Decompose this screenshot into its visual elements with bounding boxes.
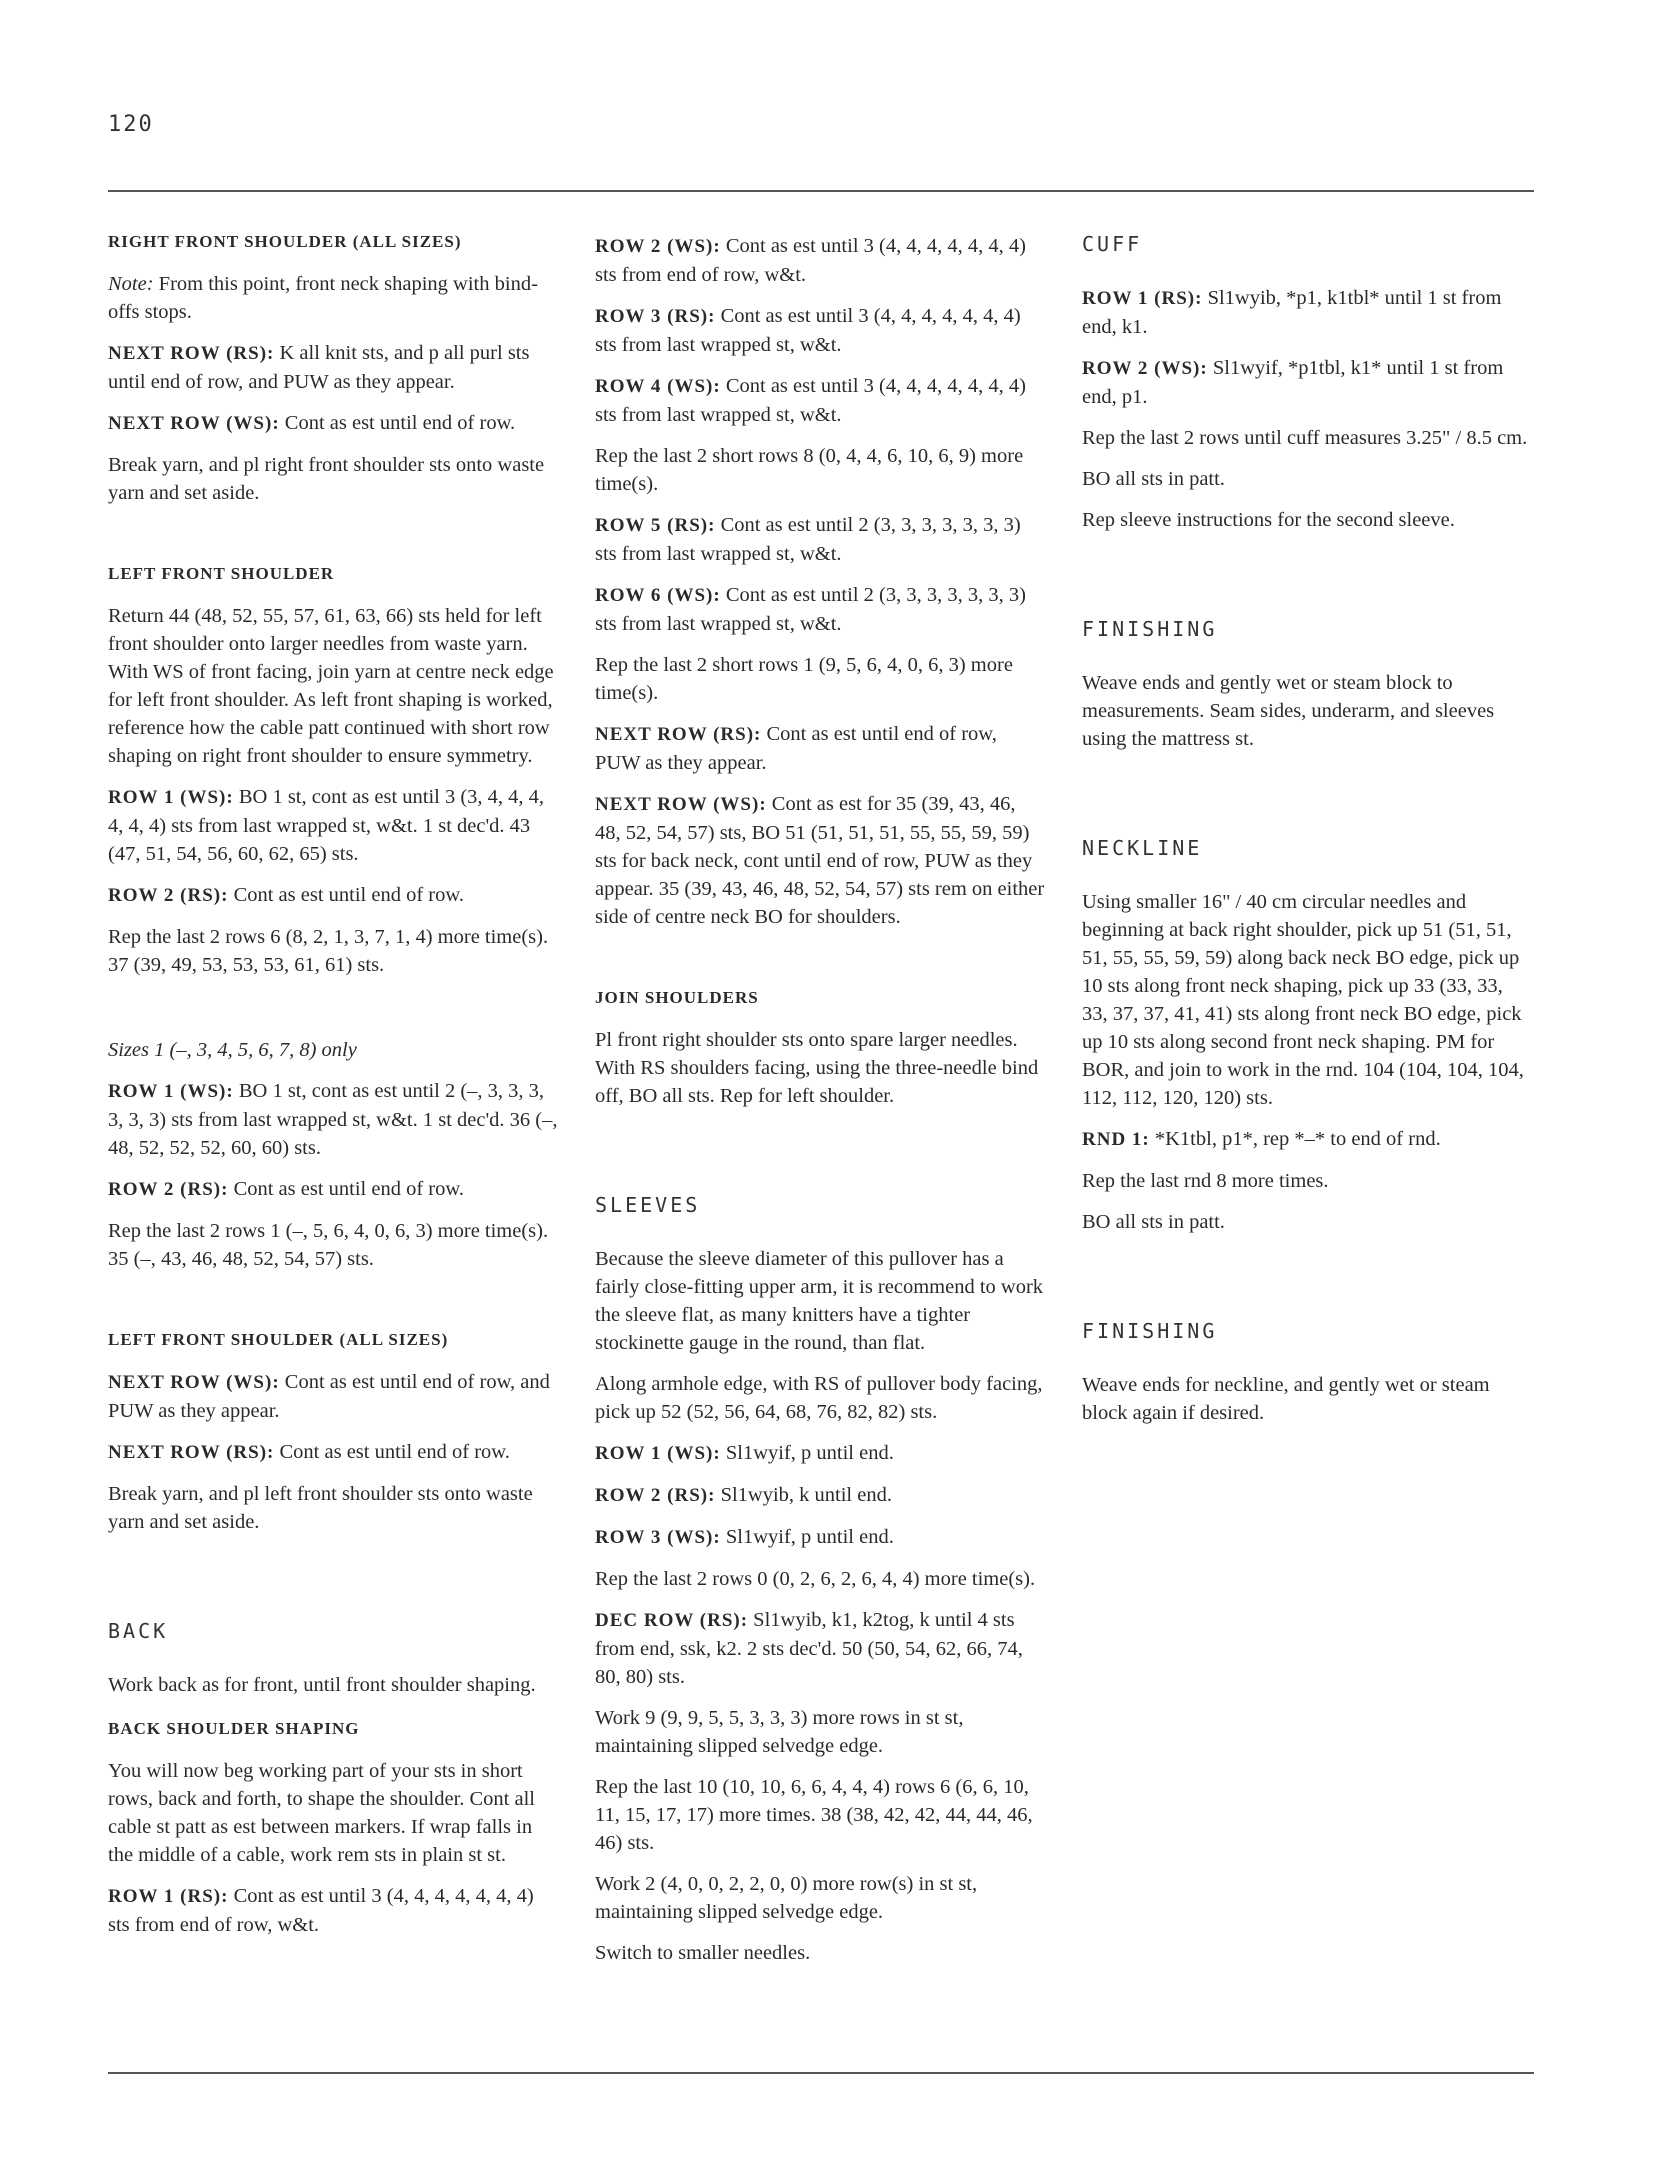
paragraph: RND 1: *K1tbl, p1*, rep *–* to end of rnd. [1082,1128,1441,1150]
heading-left-front-shoulder: LEFT FRONT SHOULDER [108,564,335,583]
paragraph: ROW 2 (RS): Sl1wyib, k until end. [595,1484,892,1506]
paragraph: ROW 2 (WS): Cont as est until 3 (4, 4, 4, 4, 4, 4, 4) sts from end of row, w&t. [595,235,1026,286]
column-left [108,232,558,1952]
paragraph: Rep the last 2 rows until cuff measures 3.25" / 8.5 cm. [1082,427,1528,449]
paragraph: Rep the last 2 rows 1 (–, 5, 6, 4, 0, 6, 3) more time(s). 35 (–, 43, 46, 48, 52, 54, 57) sts. [108,1220,549,1270]
section-finishing-2: FINISHING [1082,1319,1218,1343]
paragraph: Work back as for front, until front shoulder shaping. [108,1674,536,1696]
paragraph: ROW 1 (RS): Cont as est until 3 (4, 4, 4, 4, 4, 4, 4) sts from end of row, w&t. [108,1885,534,1936]
paragraph: Work 9 (9, 9, 5, 5, 3, 3, 3) more rows in st st, maintaining slipped selvedge edge. [595,1707,964,1757]
paragraph: Rep the last 10 (10, 10, 6, 6, 4, 4, 4) rows 6 (6, 6, 10, 11, 15, 17, 17) more times. 38 (38, 42, 42, 44, 44, 46, 46) sts. [595,1776,1033,1854]
paragraph: ROW 6 (WS): Cont as est until 2 (3, 3, 3, 3, 3, 3, 3) sts from last wrapped st, w&t. [595,584,1026,635]
paragraph: ROW 3 (WS): Sl1wyif, p until end. [595,1526,894,1548]
paragraph: NEXT ROW (RS): Cont as est until end of row. [108,1441,510,1463]
paragraph: Along armhole edge, with RS of pullover body facing, pick up 52 (52, 56, 64, 68, 76, 82, 82) sts. [595,1373,1043,1423]
section-cuff: CUFF [1082,232,1143,256]
section-finishing: FINISHING [1082,617,1218,641]
top-rule [108,190,1534,192]
paragraph: Break yarn, and pl left front shoulder sts onto waste yarn and set aside. [108,1483,533,1533]
paragraph: ROW 1 (WS): BO 1 st, cont as est until 2 (–, 3, 3, 3, 3, 3, 3) sts from last wrapped st, w&t. 1 st dec'd. 36 (–, 48, 52, 52, 52, 60, 60) sts. [108,1080,558,1159]
section-back: BACK [108,1619,169,1643]
heading-right-front-shoulder: RIGHT FRONT SHOULDER (ALL SIZES) [108,232,462,251]
paragraph: ROW 3 (RS): Cont as est until 3 (4, 4, 4, 4, 4, 4, 4) sts from last wrapped st, w&t. [595,305,1021,356]
paragraph: ROW 2 (WS): Sl1wyif, *p1tbl, k1* until 1 st from end, p1. [1082,357,1504,408]
column-middle [595,232,1045,1980]
paragraph: Rep the last rnd 8 more times. [1082,1170,1329,1192]
heading-back-shoulder-shaping: BACK SHOULDER SHAPING [108,1719,360,1738]
paragraph: NEXT ROW (WS): Cont as est for 35 (39, 43, 46, 48, 52, 54, 57) sts, BO 51 (51, 51, 51, 55, 55, 59, 59) sts for back neck, cont until end of row, PUW as they appear. 35 (39, 43, 46, 48, 52, 54, 57) sts rem on either side of centre neck BO for shoulders. [595,793,1045,928]
sizes-heading: Sizes 1 (–, 3, 4, 5, 6, 7, 8) only [108,1039,357,1061]
page-number: 120 [108,112,154,137]
paragraph: NEXT ROW (RS): Cont as est until end of row, PUW as they appear. [595,723,997,774]
paragraph: Rep sleeve instructions for the second sleeve. [1082,509,1455,531]
section-neckline: NECKLINE [1082,836,1203,860]
paragraph: Using smaller 16" / 40 cm circular needles and beginning at back right shoulder, pick up 51 (51, 51, 51, 55, 55, 59, 59) along back neck BO edge, pick up 10 sts along front neck shaping, pick up 33 (33, 33, 33, 37, 37, 41, 41) sts along front neck BO edge, pick up 10 sts along second front neck shaping. PM for BOR, and join to work in the rnd. 104 (104, 104, 104, 112, 112, 120, 120) sts. [1082,891,1524,1109]
paragraph: Rep the last 2 rows 0 (0, 2, 6, 2, 6, 4, 4) more time(s). [595,1568,1036,1590]
paragraph: You will now beg working part of your sts in short rows, back and forth, to shape the shoulder. Cont all cable st patt as est between markers. If wrap falls in the middle of a cable, work rem sts in plain st st. [108,1760,535,1866]
paragraph: Rep the last 2 rows 6 (8, 2, 1, 3, 7, 1, 4) more time(s). 37 (39, 49, 53, 53, 53, 61, 61) sts. [108,926,549,976]
paragraph: ROW 1 (RS): Sl1wyib, *p1, k1tbl* until 1 st from end, k1. [1082,287,1502,338]
paragraph: NEXT ROW (WS): Cont as est until end of row. [108,412,516,434]
paragraph: NEXT ROW (WS): Cont as est until end of row, and PUW as they appear. [108,1371,550,1422]
paragraph: NEXT ROW (RS): K all knit sts, and p all purl sts until end of row, and PUW as they appear. [108,342,530,393]
paragraph: Weave ends and gently wet or steam block to measurements. Seam sides, underarm, and sleeves using the mattress st. [1082,672,1495,750]
paragraph: BO all sts in patt. [1082,1211,1225,1233]
paragraph: ROW 5 (RS): Cont as est until 2 (3, 3, 3, 3, 3, 3, 3) sts from last wrapped st, w&t. [595,514,1021,565]
heading-left-front-shoulder-all: LEFT FRONT SHOULDER (ALL SIZES) [108,1330,449,1349]
paragraph: DEC ROW (RS): Sl1wyib, k1, k2tog, k until 4 sts from end, ssk, k2. 2 sts dec'd. 50 (50, 54, 62, 66, 74, 80, 80) sts. [595,1609,1023,1688]
bottom-rule [108,2072,1534,2074]
paragraph: ROW 1 (WS): BO 1 st, cont as est until 3 (3, 4, 4, 4, 4, 4, 4) sts from last wrapped st, w&t. 1 st dec'd. 43 (47, 51, 54, 56, 60, 62, 65) sts. [108,786,545,865]
paragraph: Rep the last 2 short rows 8 (0, 4, 4, 6, 10, 6, 9) more time(s). [595,445,1024,495]
paragraph: Rep the last 2 short rows 1 (9, 5, 6, 4, 0, 6, 3) more time(s). [595,654,1013,704]
column-right [1082,232,1532,1440]
paragraph: Because the sleeve diameter of this pullover has a fairly close-fitting upper arm, it is recommend to work the sleeve flat, as many knitters have a tighter stockinette gauge in the round, than flat. [595,1248,1044,1354]
paragraph: Switch to smaller needles. [595,1942,811,1964]
paragraph: ROW 1 (WS): Sl1wyif, p until end. [595,1442,894,1464]
paragraph: ROW 4 (WS): Cont as est until 3 (4, 4, 4, 4, 4, 4, 4) sts from last wrapped st, w&t. [595,375,1026,426]
paragraph: ROW 2 (RS): Cont as est until end of row. [108,884,464,906]
paragraph: Return 44 (48, 52, 55, 57, 61, 63, 66) sts held for left front shoulder onto larger needles from waste yarn. With WS of front facing, join yarn at centre neck edge for left front shoulder. As left front shaping is worked, reference how the cable patt continued with short row shaping on right front shoulder to ensure symmetry. [108,605,554,767]
paragraph: BO all sts in patt. [1082,468,1225,490]
paragraph: Weave ends for neckline, and gently wet or steam block again if desired. [1082,1374,1490,1424]
paragraph: Note: From this point, front neck shaping with bind-offs stops. [108,273,538,323]
paragraph: Break yarn, and pl right front shoulder sts onto waste yarn and set aside. [108,454,545,504]
paragraph: Pl front right shoulder sts onto spare larger needles. With RS shoulders facing, using the three-needle bind off, BO all sts. Rep for left shoulder. [595,1029,1039,1107]
section-sleeves: SLEEVES [595,1193,701,1217]
paragraph: ROW 2 (RS): Cont as est until end of row. [108,1178,464,1200]
paragraph: Work 2 (4, 0, 0, 2, 2, 0, 0) more row(s) in st st, maintaining slipped selvedge edge. [595,1873,978,1923]
heading-join-shoulders: JOIN SHOULDERS [595,988,759,1007]
